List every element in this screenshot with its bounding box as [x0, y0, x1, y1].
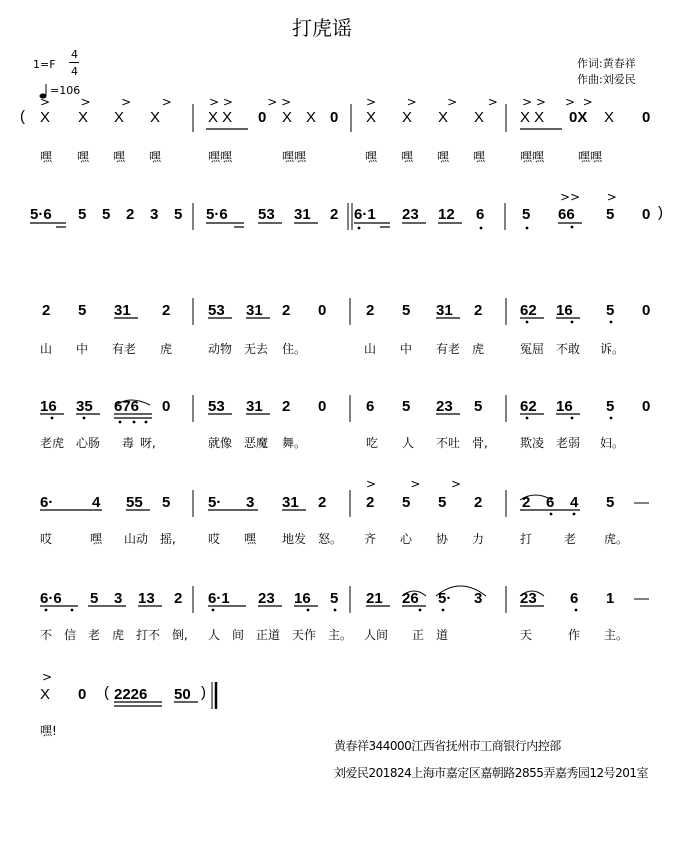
- lyric: 嘿: [77, 150, 90, 164]
- footer-line-2: 刘爱民201824上海市嘉定区嘉朝路2855弄嘉秀园12号201室: [334, 766, 649, 780]
- note: X: [40, 686, 51, 703]
- lyric: 嘿: [113, 150, 126, 164]
- lyric: 摇,: [160, 532, 176, 546]
- note: 3: [474, 590, 483, 607]
- close-bracket: ): [658, 204, 663, 221]
- note: 21: [366, 590, 383, 607]
- lyric: 就像: [208, 436, 233, 450]
- lyric: 虎: [472, 342, 485, 356]
- lyric: 嘿: [90, 532, 103, 546]
- lyric: 有老: [436, 342, 461, 356]
- note: 6: [546, 494, 555, 511]
- lyric: 嘿: [244, 532, 257, 546]
- note: X: [366, 109, 377, 126]
- note: 5: [606, 494, 615, 511]
- note: X: [282, 109, 293, 126]
- note: 0: [642, 206, 651, 223]
- note: 5: [174, 206, 183, 223]
- lyric: 打: [520, 532, 533, 546]
- lyric: 有老: [112, 342, 137, 356]
- note: 0: [258, 109, 267, 126]
- note: 2: [282, 398, 291, 415]
- lyric: 老弱: [556, 436, 581, 450]
- note: 53: [258, 206, 275, 223]
- note: 5: [402, 302, 411, 319]
- lyric: 哎: [40, 532, 53, 546]
- note: X: [114, 109, 125, 126]
- note: 0: [642, 109, 651, 126]
- lyric: 嘿: [365, 150, 378, 164]
- lyric: 人: [402, 436, 415, 450]
- lyric: 虎: [112, 628, 125, 642]
- note: 2: [330, 206, 339, 223]
- open-bracket-final: (: [104, 684, 109, 701]
- note: 5·6: [30, 206, 52, 223]
- note: 5: [90, 590, 99, 607]
- lyric: 主。: [604, 628, 629, 642]
- composer: 作曲:刘爱民: [577, 73, 636, 86]
- note: X X: [520, 109, 545, 126]
- lyric: 天作: [292, 628, 317, 642]
- note: 2: [366, 302, 375, 319]
- note: 23: [402, 206, 419, 223]
- lyricist: 作词:黄春祥: [577, 57, 636, 70]
- note: 23: [436, 398, 453, 415]
- note: X: [40, 109, 51, 126]
- accent-marks-row-1c: > > > >: [366, 95, 498, 109]
- note: 2: [162, 302, 171, 319]
- note: 35: [76, 398, 93, 415]
- note: X: [78, 109, 89, 126]
- note: 5: [330, 590, 339, 607]
- note: 31: [436, 302, 453, 319]
- note: 2: [174, 590, 183, 607]
- accent-marks-row-5: > > >: [366, 477, 462, 491]
- note: X: [150, 109, 161, 126]
- lyric: 无去: [244, 342, 269, 356]
- lyric: 嘿嘿: [520, 150, 545, 164]
- lyric: 嘿嘿: [578, 150, 603, 164]
- note: 2: [474, 302, 483, 319]
- footer-line-1: 黄春祥344000江西省抚州市工商银行内控部: [334, 739, 561, 753]
- note: 5: [606, 398, 615, 415]
- note: 5: [402, 398, 411, 415]
- lyric: 嘿: [437, 150, 450, 164]
- lyric: 不吐: [436, 436, 461, 450]
- note: 676: [114, 398, 140, 415]
- note: X: [474, 109, 485, 126]
- note: 6: [476, 206, 485, 223]
- note: 2: [366, 494, 375, 511]
- lyric: 嘿嘿: [282, 150, 307, 164]
- lyric: 天: [520, 628, 533, 642]
- note: 5: [102, 206, 111, 223]
- note: 62: [520, 302, 537, 319]
- note: 31: [282, 494, 299, 511]
- lyric: 正道: [256, 628, 281, 642]
- lyric: 嘿: [473, 150, 486, 164]
- note: 2: [126, 206, 135, 223]
- lyric: 信: [64, 628, 77, 642]
- note: 2: [474, 494, 483, 511]
- lyric: 不敢: [556, 342, 581, 356]
- lyric: 欺凌: [520, 436, 545, 450]
- note: 0: [318, 398, 327, 415]
- note: 5: [78, 302, 87, 319]
- lyric: 间: [232, 628, 245, 642]
- note: 16: [556, 398, 573, 415]
- note: 4: [570, 494, 579, 511]
- open-bracket: (: [20, 108, 25, 125]
- note: 66: [558, 206, 575, 223]
- lyric: 嘿!: [40, 724, 57, 738]
- note: 5: [402, 494, 411, 511]
- time-signature-top: 4: [71, 48, 78, 61]
- lyric: 住。: [282, 342, 307, 356]
- note: 2: [522, 494, 531, 511]
- note: 5: [606, 302, 615, 319]
- note: 23: [258, 590, 275, 607]
- note: 5: [162, 494, 171, 511]
- note: 23: [520, 590, 537, 607]
- note: 16: [294, 590, 311, 607]
- lyric: 怒。: [318, 532, 343, 546]
- note: 5: [474, 398, 483, 415]
- lyric: 诉。: [600, 342, 625, 356]
- lyric: 打不: [136, 628, 161, 642]
- lyric: 动物: [208, 342, 233, 356]
- note: 2226: [114, 686, 148, 703]
- note: 6·: [40, 494, 54, 511]
- lyric: 毒: [122, 436, 135, 450]
- lyric: 嘿: [401, 150, 414, 164]
- note: 6·1: [208, 590, 230, 607]
- note: 0: [162, 398, 171, 415]
- note: —: [634, 494, 649, 511]
- note: 6·1: [354, 206, 376, 223]
- note: 0: [330, 109, 339, 126]
- note: 31: [246, 302, 263, 319]
- lyric: 主。: [328, 628, 353, 642]
- time-signature-bottom: 4: [71, 65, 78, 78]
- note: 3: [150, 206, 159, 223]
- lyric: 呀,: [140, 436, 156, 450]
- lyric: 老: [564, 532, 577, 546]
- note: 2: [318, 494, 327, 511]
- lyric: 嘿: [40, 150, 53, 164]
- lyric: 地发: [282, 532, 307, 546]
- note: 31: [114, 302, 131, 319]
- lyric: 道: [436, 628, 449, 642]
- lyric: 虎: [160, 342, 173, 356]
- note: X X: [208, 109, 233, 126]
- note: 5: [438, 494, 447, 511]
- note: 5·: [438, 590, 452, 607]
- lyric: 冤屈: [520, 342, 545, 356]
- lyric: 山: [364, 342, 377, 356]
- note: 5: [78, 206, 87, 223]
- note: 0: [78, 686, 87, 703]
- note: —: [634, 590, 649, 607]
- lyric: 恶魔: [244, 436, 269, 450]
- note: 5: [522, 206, 531, 223]
- note: 4: [92, 494, 101, 511]
- tempo-mark: =106: [50, 84, 81, 97]
- lyric: 协: [436, 532, 449, 546]
- note: 6: [570, 590, 579, 607]
- lyric: 倒,: [172, 628, 188, 642]
- accent-marks-row-1b: > > > >: [209, 95, 292, 109]
- key-signature: 1=F: [33, 58, 56, 71]
- note: 5: [606, 206, 615, 223]
- note: 16: [40, 398, 57, 415]
- lyric: 心: [400, 532, 413, 546]
- note: 50: [174, 686, 191, 703]
- lyric: 哎: [208, 532, 221, 546]
- lyric: 嘿: [149, 150, 162, 164]
- note: 1: [606, 590, 615, 607]
- note: 6·6: [40, 590, 62, 607]
- note: 2: [42, 302, 51, 319]
- note: 6: [366, 398, 375, 415]
- lyric: 不: [40, 628, 53, 642]
- lyric: 人: [208, 628, 221, 642]
- note: 2: [282, 302, 291, 319]
- note: 31: [246, 398, 263, 415]
- note: 0: [642, 398, 651, 415]
- lyric: 老: [88, 628, 101, 642]
- note: 62: [520, 398, 537, 415]
- lyric: 舞。: [282, 436, 307, 450]
- note: 3: [246, 494, 255, 511]
- note: 5·: [208, 494, 222, 511]
- accent-marks-row-7: >: [42, 670, 53, 684]
- lyric: 中: [76, 342, 89, 356]
- lyric: 中: [400, 342, 413, 356]
- lyric: 人间: [364, 628, 389, 642]
- note: X: [402, 109, 413, 126]
- lyric: 作: [568, 628, 581, 642]
- note: X: [438, 109, 449, 126]
- lyric: 吃: [366, 436, 379, 450]
- lyric: 力: [472, 532, 485, 546]
- note: 13: [138, 590, 155, 607]
- note: 53: [208, 302, 225, 319]
- lyric: 山动: [124, 532, 149, 546]
- note: 31: [294, 206, 311, 223]
- note: 3: [114, 590, 123, 607]
- lyric: 齐: [364, 532, 377, 546]
- lyric: 正: [412, 628, 425, 642]
- note: 26: [402, 590, 419, 607]
- close-bracket-final: ): [201, 684, 206, 701]
- lyric: 虎。: [604, 532, 629, 546]
- note: 12: [438, 206, 455, 223]
- lyric: 老虎: [40, 436, 65, 450]
- lyric: 心肠: [76, 436, 101, 450]
- note: X: [306, 109, 317, 126]
- note: X: [604, 109, 615, 126]
- note: 0X: [569, 109, 588, 126]
- note: 53: [208, 398, 225, 415]
- lyric: 妇。: [600, 436, 625, 450]
- lyric: 山: [40, 342, 53, 356]
- note: 0: [318, 302, 327, 319]
- accent-marks-row-2: >> >: [560, 190, 617, 204]
- note: 0: [642, 302, 651, 319]
- song-title: 打虎谣: [292, 16, 352, 40]
- note: 55: [126, 494, 143, 511]
- note: 5·6: [206, 206, 228, 223]
- note: 16: [556, 302, 573, 319]
- accent-marks-row-1: > > > >: [40, 95, 172, 109]
- accent-marks-row-1d: > > > >: [522, 95, 593, 109]
- lyric: 嘿嘿: [208, 150, 233, 164]
- lyric: 骨,: [472, 436, 488, 450]
